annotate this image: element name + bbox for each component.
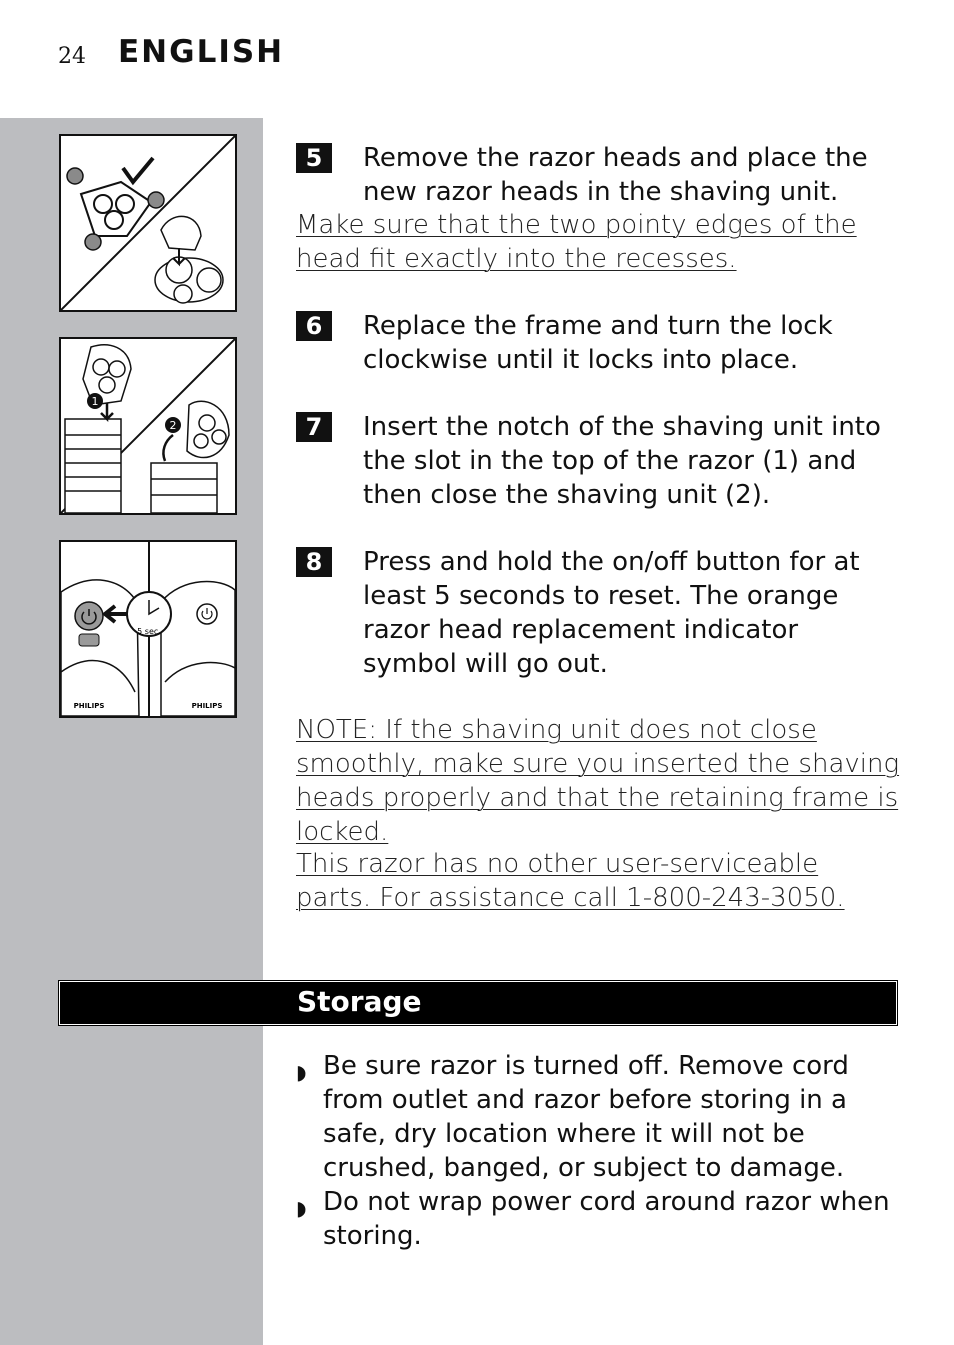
callout-notch [235,130,263,166]
note-service: This razor has no other user-serviceable parts. For assistance call 1-800-243-3050. [296,849,845,913]
storage-title: Storage [297,985,422,1018]
down-arrow-icon [101,403,113,419]
checkmark-icon [123,158,153,182]
step-6 [296,309,896,377]
list-item [296,1049,906,1185]
list-item [296,1185,906,1253]
brand-logo-right: PHILIPS [191,702,223,710]
shaving-unit-drawing [155,216,223,303]
step-5 [296,141,896,209]
figure-attach-unit [59,337,237,515]
step-number: 7 [296,412,332,442]
step-number: 6 [296,311,332,341]
note-pointy-edges: Make sure that the two pointy edges of the head fit exactly into the recesses. [296,210,857,274]
razor-body-right [161,581,235,716]
bullet-icon: ◗ [296,1196,307,1220]
step-number: 8 [296,547,332,577]
reset-illustration [61,542,235,716]
step-8 [296,545,896,681]
timer-label: 5 sec. [137,627,161,636]
step-7 [296,410,896,512]
razor-left-drawing [65,345,131,513]
storage-list [296,1049,906,1253]
step-marker-2: 2 [169,419,177,432]
list-item-text: Be sure razor is turned off. Remove cord from outlet and razor before storing in a safe, dry location where it will not be crushed, banged, or subject to damage. [323,1051,849,1183]
step-number: 5 [296,143,332,173]
step-text: Remove the razor heads and place the new razor heads in the shaving unit. [363,143,868,207]
heads-frame-drawing [81,182,151,236]
language-heading: ENGLISH [118,34,285,70]
curved-arrow-icon [163,435,173,461]
callout-notch [235,534,263,570]
indicator-icon [79,634,99,646]
bullet-icon: ◗ [296,1060,307,1084]
brand-logo-left: PHILIPS [73,702,105,710]
step-text: Insert the notch of the shaving unit into the slot in the top of the razor (1) and then close the shaving unit (2). [363,412,881,510]
step-text: Replace the frame and turn the lock clockwise until it locks into place. [363,311,833,375]
list-item-text: Do not wrap power cord around razor when storing. [323,1187,890,1251]
callout-notch [235,392,263,428]
step-marker-1: 1 [91,395,99,408]
step-text: Press and hold the on/off button for at least 5 seconds to reset. The orange razor head replacement indicator symbol will go out. [363,547,860,679]
razor-body-left [61,580,139,716]
figure-replace-heads [59,134,237,312]
attach-unit-illustration [61,339,235,513]
storage-header-bar [59,981,897,1025]
page-number: 24 [58,44,86,69]
razor-heads-illustration [61,136,235,310]
note-shaving-unit: NOTE: If the shaving unit does not close smoothly, make sure you inserted the shaving heads properly and that the retaining frame is locked. [296,715,900,847]
figure-reset-button [59,540,237,718]
